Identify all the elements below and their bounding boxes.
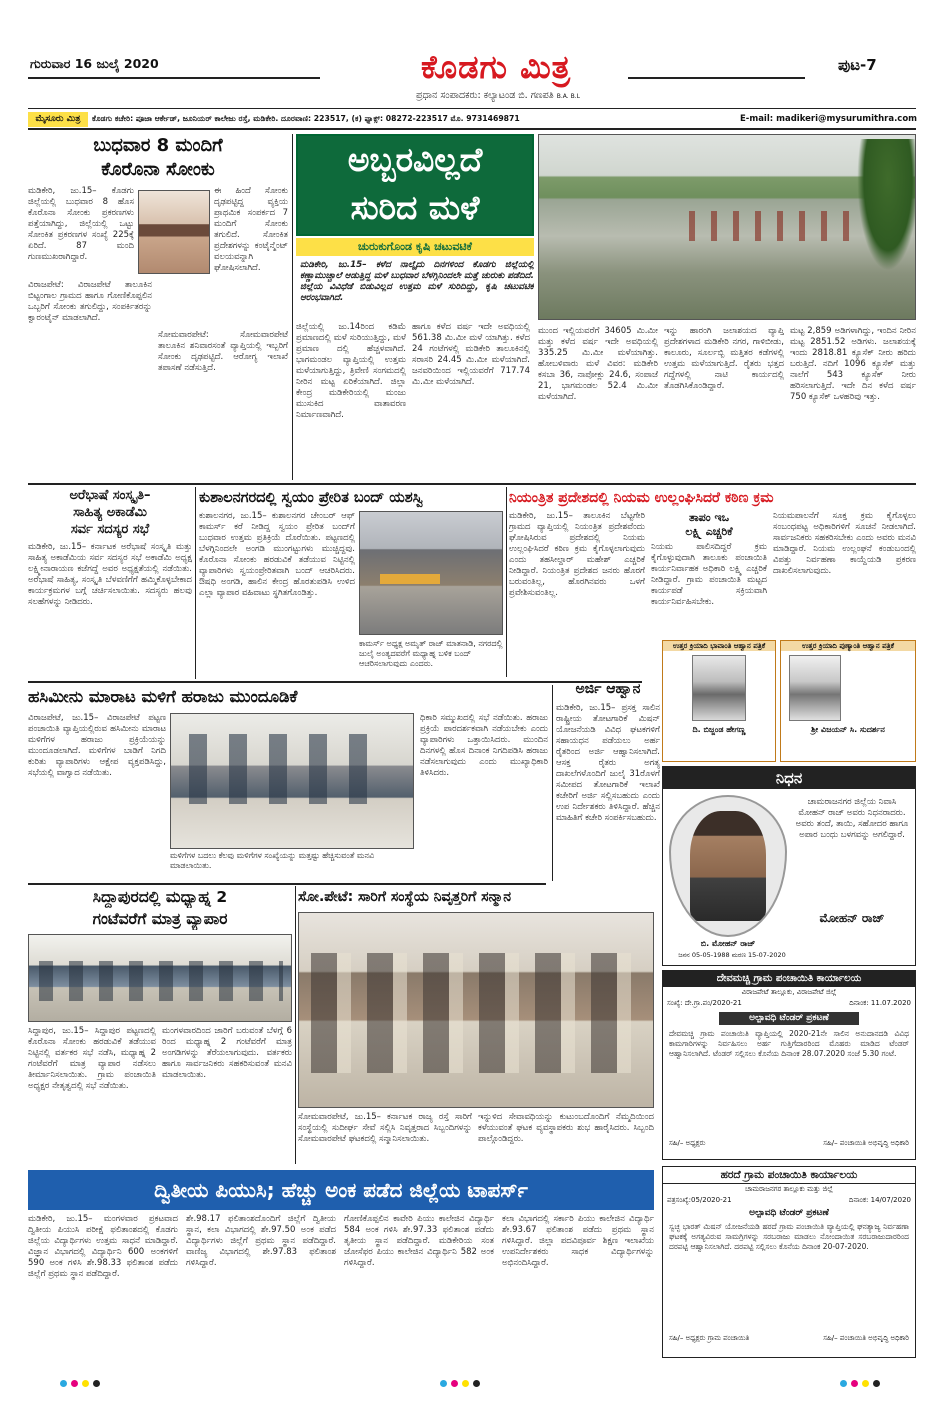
toppers-col-1: ಮಡಿಕೇರಿ, ಜು.15– ಮಂಗಳವಾರ ಪ್ರಕಟವಾದ ದ್ವಿತೀಯ ಪಿಯುಸಿ ಪರೀಕ್ಷೆ ಫಲಿತಾಂಶದಲ್ಲಿ ಕೊಡಗು ಜಿಲ್ಲೆಯ ವಿದ್ಯಾರ್ಥಿಗಳು ಉತ್ತಮ ಸಾಧನೆ ಮಾಡಿದ್ದಾರೆ. ವಿಜ್ಞಾನ ವಿಭಾಗದಲ್ಲಿ ವಿದ್ಯಾರ್ಥಿನಿ 600 ಅಂಕಗಳಿಗೆ 590 ಅಂಕ ಗಳಿಸಿ ಶೇ.98.33 ಫಲಿತಾಂಶ ಪಡೆದು ಜಿಲ್ಲೆಗೆ ಪ್ರಥಮ ಸ್ಥಾನ ಪಡೆದಿದ್ದಾರೆ. <box>28 1214 178 1279</box>
siddapura-body-1: ಸಿದ್ದಾಪುರ, ಜು.15– ಸಿದ್ದಾಪುರ ಪಟ್ಟಣದಲ್ಲಿ ಕೊರೊನಾ ಸೋಂಕು ಹರಡುವಿಕೆ ತಡೆಯುವ ನಿಟ್ಟಿನಲ್ಲಿ ವರ್ತಕರ ಸಭೆ ನಡೆಸಿ, ಮಧ್ಯಾಹ್ನ 2 ಗಂಟೆವರೆಗೆ ಮಾತ್ರ ವ್ಯಾಪಾರ ನಡೆಸಲು ತೀರ್ಮಾನಿಸಲಾಯಿತು. ಗ್ರಾಮ ಪಂಚಾಯಿತಿ ಅಧ್ಯಕ್ಷರ ನೇತೃತ್ವದಲ್ಲಿ ಸಭೆ ನಡೆಯಿತು. <box>28 1026 156 1091</box>
tribute-left-name: ದಿ. ಬಿಜ್ಜಂಡ ಹೇಗಣ್ಣ <box>692 725 746 734</box>
tribute-ad-right <box>780 640 916 762</box>
toppers-col-3: ಗೋಣಿಕೊಪ್ಪಲಿನ ಕಾವೇರಿ ಪಿಯು ಕಾಲೇಜಿನ ವಿದ್ಯಾರ್ಥಿ 584 ಅಂಕ ಗಳಿಸಿ ಶೇ.97.33 ಫಲಿತಾಂಶ ಪಡೆದು ತೃತೀಯ ಸ್ಥಾನ ಪಡೆದಿದ್ದಾರೆ. ಮಡಿಕೇರಿಯ ಸಂತ ಜೋಸೆಫರ ಪಿಯು ಕಾಲೇಜಿನ ವಿದ್ಯಾರ್ಥಿನಿ 582 ಅಂಕ ಗಳಿಸಿದ್ದಾರೆ. <box>344 1214 494 1268</box>
bandh-headline: ಕುಶಾಲನಗರದಲ್ಲಿ ಸ್ವಯಂ ಪ್ರೇರಿತ ಬಂದ್ ಯಶಸ್ವಿ <box>199 490 424 506</box>
issue-date: ಗುರುವಾರ 16 ಜುಲೈ 2020 <box>30 56 159 71</box>
obituary-headline: ನಿಧನ <box>663 767 915 789</box>
tender1-sign-left: ಸಹಿ/– ಅಧ್ಯಕ್ಷರು <box>669 1139 706 1147</box>
print-dot <box>473 1380 480 1387</box>
reporter-photo <box>138 190 210 274</box>
brand-box: ಮೈಸೂರು ಮಿತ್ರ <box>28 112 88 127</box>
toppers-story <box>28 1214 654 1354</box>
tender2-sub: ಚಾಮರಾಜನಗರ ತಾಲ್ಲೂಕು ಮತ್ತು ಜಿಲ್ಲೆ <box>745 1185 833 1193</box>
tender1-date: ದಿನಾಂಕ: 11.07.2020 <box>849 999 911 1007</box>
editor-name: ಪ್ರಧಾನ ಸಂಪಾದಕರು: ಕಲ್ಯಾಟಂಡ ಬಿ. ಗಣಪತಿ <box>416 90 554 101</box>
akademi-headline-1: ಅರೆಭಾಷೆ ಸಂಸ್ಕೃತಿ– <box>69 488 151 503</box>
obituary-photo <box>690 811 766 921</box>
rain-col-5: ಇನ್ನು ಹಾರಂಗಿ ಜಲಾಶಯದ ವ್ಯಾಪ್ತಿ ಪ್ರದೇಶಗಳಾದ ಮಡಿಕೇರಿ ನಗರ, ಗಾಳಿಬೀಡು, ಕಾಲೂರು, ಸೂರ್ಲಬ್ಬಿ ಮತ್ತಿತರ ಕಡೆಗಳಲ್ಲಿ ಉತ್ತಮ ಮಳೆಯಾಗುತ್ತಿದೆ. ರೈತರು ಭತ್ತದ ಗದ್ದೆಗಳಲ್ಲಿ ನಾಟಿ ಕಾರ್ಯದಲ್ಲಿ ತೊಡಗಿಸಿಕೊಂಡಿದ್ದಾರೆ. <box>664 326 784 391</box>
print-dot <box>451 1380 458 1387</box>
rain-story <box>296 134 916 480</box>
masthead <box>28 50 916 108</box>
bandh-body: ಕುಶಾಲನಗರ, ಜು.15– ಕುಶಾಲನಗರ ಚೇಂಬರ್ ಆಫ್ ಕಾಮರ್ಸ್ ಕರೆ ನೀಡಿದ್ದ ಸ್ವಯಂ ಪ್ರೇರಿತ ಬಂದ್‌ಗೆ ಬುಧವಾರ ಉತ್ತಮ ಪ್ರತಿಕ್ರಿಯೆ ದೊರೆಯಿತು. ಪಟ್ಟಣದಲ್ಲಿ ಬೆಳಗ್ಗಿನಿಂದಲೇ ಅಂಗಡಿ ಮುಂಗಟ್ಟುಗಳು ಮುಚ್ಚಿದ್ದವು. ಕೊರೊನಾ ಸೋಂಕು ಹರಡುವಿಕೆ ತಡೆಯುವ ನಿಟ್ಟಿನಲ್ಲಿ ವ್ಯಾಪಾರಿಗಳು ಸ್ವಯಂಪ್ರೇರಿತವಾಗಿ ಬಂದ್ ಆಚರಿಸಿದರು. ಔಷಧಿ ಅಂಗಡಿ, ಹಾಲಿನ ಕೇಂದ್ರ ಹೊರತುಪಡಿಸಿ ಉಳಿದ ಎಲ್ಲಾ ವ್ಯಾಪಾರ ವಹಿವಾಟು ಸ್ಥಗಿತಗೊಂಡಿತ್ತು. <box>199 511 355 598</box>
tree-shape <box>857 139 916 271</box>
print-dot <box>851 1380 858 1387</box>
shop-sign <box>380 574 440 584</box>
paddy-field-photo <box>538 134 916 320</box>
toppers-col-2: ಶೇ.98.17 ಫಲಿತಾಂಶದೊಂದಿಗೆ ಜಿಲ್ಲೆಗೆ ದ್ವಿತೀಯ ಸ್ಥಾನ, ಕಲಾ ವಿಭಾಗದಲ್ಲಿ ಶೇ.97.50 ಅಂಕ ಪಡೆದ ವಿದ್ಯಾರ್ಥಿಗಳು ಜಿಲ್ಲೆಗೆ ಪ್ರಥಮ ಸ್ಥಾನ ಪಡೆದಿದ್ದಾರೆ. ವಾಣಿಜ್ಯ ವಿಭಾಗದಲ್ಲಿ ಶೇ.97.83 ಫಲಿತಾಂಶ ಗಳಿಸಿದ್ದಾರೆ. <box>186 1214 336 1268</box>
containment-body-2: ನಿಯಮಪಾಲನೆಗೆ ಸೂಕ್ತ ಕ್ರಮ ಕೈಗೊಳ್ಳಲು ಸಂಬಂಧಪಟ್ಟ ಅಧಿಕಾರಿಗಳಿಗೆ ಸೂಚನೆ ನೀಡಲಾಗಿದೆ. ಸಾರ್ವಜನಿಕರು ಸಹಕರಿಸಬೇಕು ಎಂದು ಅವರು ಮನವಿ ಮಾಡಿದ್ದಾರೆ. ನಿಯಮ ಉಲ್ಲಂಘನೆ ಕಂಡುಬಂದಲ್ಲಿ ವಿಪತ್ತು ನಿರ್ವಹಣಾ ಕಾಯ್ದೆಯಡಿ ಪ್ರಕರಣ ದಾಖಲಿಸಲಾಗುವುದು. <box>773 511 916 576</box>
corona-body-4: ಸೋಮವಾರಪೇಟೆ: ಸೋಮವಾರಪೇಟೆ ತಾಲೂಕಿನ ಶನಿವಾರಸಂತೆ ವ್ಯಾಪ್ತಿಯಲ್ಲಿ ಇಬ್ಬರಿಗೆ ಸೋಂಕು ದೃಢಪಟ್ಟಿದೆ. ಆರೋಗ್ಯ ಇಲಾಖೆ ತಪಾಸಣೆ ನಡೆಸುತ್ತಿದೆ. <box>158 330 288 373</box>
tender2-sign-right: ಸಹಿ/– ಪಂಚಾಯಿತಿ ಅಭಿವೃದ್ಧಿ ಅಧಿಕಾರಿ <box>823 1334 909 1342</box>
page-number: ಪುಟ-7 <box>838 56 877 74</box>
obituary-dates: ಜನನ 05-05-1988 ಮರಣ 15-07-2020 <box>678 951 786 959</box>
tender2-body: ಸ್ವಚ್ಛ ಭಾರತ್ ಮಿಷನ್ ಯೋಜನೆಯಡಿ ಹರದೆ ಗ್ರಾಮ ಪಂಚಾಯಿತಿ ವ್ಯಾಪ್ತಿಯಲ್ಲಿ ಘನತ್ಯಾಜ್ಯ ನಿರ್ವಹಣಾ ಘಟಕಕ್ಕೆ ಅಗತ್ಯವಿರುವ ಸಾಮಗ್ರಿಗಳನ್ನು ಸರಬರಾಜು ಮಾಡಲು ನೋಂದಾಯಿತ ಸರಬರಾಜುದಾರರಿಂದ ದರಪಟ್ಟಿ ಆಹ್ವಾನಿಸಲಾಗಿದೆ. ದರಪಟ್ಟಿ ಸಲ್ಲಿಸಲು ಕೊನೆಯ ದಿನಾಂಕ 20-07-2020. <box>669 1222 909 1251</box>
print-dots-left <box>60 1380 100 1387</box>
siddapura-body-2: ಮಂಗಳವಾರದಿಂದ ಜಾರಿಗೆ ಬರುವಂತೆ ಬೆಳಗ್ಗೆ 6 ರಿಂದ ಮಧ್ಯಾಹ್ನ 2 ಗಂಟೆವರೆಗೆ ಮಾತ್ರ ಅಂಗಡಿಗಳನ್ನು ತೆರೆಯಲಾಗುವುದು. ವರ್ತಕರು ಹಾಗೂ ಸಾರ್ವಜನಿಕರು ಸಹಕರಿಸುವಂತೆ ಮನವಿ ಮಾಡಲಾಯಿತು. <box>162 1026 292 1080</box>
farm-workers <box>689 211 859 241</box>
fish-market-headline: ಹಸಿಮೀನು ಮಾರಾಟ ಮಳಿಗೆ ಹರಾಜು ಮುಂದೂಡಿಕೆ <box>28 687 298 706</box>
tender2-office: ಹರದೆ ಗ್ರಾಮ ಪಂಚಾಯಿತಿ ಕಾರ್ಯಾಲಯ <box>663 1167 915 1184</box>
newspaper-title: ಕೊಡಗು ಮಿತ್ರ <box>420 48 571 86</box>
tender1-ref: ಸಂಖ್ಯೆ: ದೇ.ಗ್ರಾ.ಪಂ/2020-21 <box>667 999 742 1007</box>
lakshmi-headline-2: ಲಕ್ಷ್ಮಿ ಎಚ್ಚರಿಕೆ <box>685 525 733 538</box>
tender-notice-2 <box>662 1166 916 1358</box>
honourees-group <box>311 953 641 1073</box>
corona-headline-1: ಬುಧವಾರ 8 ಮಂದಿಗೆ <box>93 135 223 156</box>
rain-headline-2: ಸುರಿದ ಮಳೆ <box>350 188 480 227</box>
containment-body-1: ಮಡಿಕೇರಿ, ಜು.15– ತಾಲೂಕಿನ ಬೆಟ್ಟಗೇರಿ ಗ್ರಾಮದ ವ್ಯಾಪ್ತಿಯಲ್ಲಿ ನಿಯಂತ್ರಿತ ಪ್ರದೇಶವೆಂದು ಘೋಷಿಸಿರುವ ಪ್ರದೇಶದಲ್ಲಿ ನಿಯಮ ಉಲ್ಲಂಘಿಸಿದರೆ ಕಠಿಣ ಕ್ರಮ ಕೈಗೊಳ್ಳಲಾಗುವುದು ಎಂದು ತಹಸೀಲ್ದಾರ್ ಮಹೇಶ್ ಎಚ್ಚರಿಕೆ ನೀಡಿದ್ದಾರೆ. ನಿಯಂತ್ರಿತ ಪ್ರದೇಶದ ಜನರು ಹೊರಗೆ ಬರುವಂತಿಲ್ಲ, ಹೊರಗಿನವರು ಒಳಗೆ ಪ್ರವೇಶಿಸುವಂತಿಲ್ಲ. <box>509 511 645 598</box>
siddapura-headline-2: ಗಂಟೆವರೆಗೆ ಮಾತ್ರ ವ್ಯಾಪಾರ <box>92 910 228 928</box>
rain-headline-block <box>296 134 534 236</box>
akademi-body: ಮಡಿಕೇರಿ, ಜು.15– ಕರ್ನಾಟಕ ಅರೆಭಾಷೆ ಸಂಸ್ಕೃತಿ ಮತ್ತು ಸಾಹಿತ್ಯ ಅಕಾಡೆಮಿಯ ಸರ್ವ ಸದಸ್ಯರ ಸಭೆ ಅಕಾಡೆಮಿ ಅಧ್ಯಕ್ಷ ಲಕ್ಷ್ಮೀನಾರಾಯಣ ಕಜೆಗದ್ದೆ ಅವರ ಅಧ್ಯಕ್ಷತೆಯಲ್ಲಿ ನಡೆಯಿತು. ಅರೆಭಾಷೆ ಸಾಹಿತ್ಯ, ಸಂಸ್ಕೃತಿ ಬೆಳವಣಿಗೆಗೆ ಹಮ್ಮಿಕೊಳ್ಳಬೇಕಾದ ಕಾರ್ಯಕ್ರಮಗಳ ಬಗ್ಗೆ ಚರ್ಚಿಸಲಾಯಿತು. ಸದಸ್ಯರು ಹಲವು ಸಲಹೆಗಳನ್ನು ನೀಡಿದರು. <box>28 542 192 607</box>
meeting-photo <box>170 713 414 849</box>
honour-headline: ಸೋ.ಪೇಟೆ: ಸಾರಿಗೆ ಸಂಸ್ಥೆಯ ನಿವೃತ್ತರಿಗೆ ಸನ್ಮಾನ <box>298 889 512 905</box>
obituary-photo-label: ಬಿ. ಮೋಹನ್ ರಾಜ್ <box>700 939 756 948</box>
tender1-title: ಅಲ್ಪಾವಧಿ ಟೆಂಡರ್ ಪ್ರಕಟಣೆ <box>719 1012 859 1025</box>
editor-line <box>318 90 678 101</box>
tribute-left-photo <box>692 655 746 721</box>
tender1-office: ದೇವಮಚ್ಚಿ ಗ್ರಾಮ ಪಂಚಾಯಿತಿ ಕಾರ್ಯಾಲಯ <box>663 971 915 987</box>
people-in-meeting <box>189 734 389 804</box>
felicitation-photo <box>298 912 654 1108</box>
toppers-banner: ದ್ವಿತೀಯ ಪಿಯುಸಿ; ಹೆಚ್ಚು ಅಂಕ ಪಡೆದ ಜಿಲ್ಲೆಯ ಟಾಪರ್ಸ್ <box>28 1170 654 1210</box>
obituary-box <box>662 766 916 966</box>
tender-notice-1 <box>662 970 916 1160</box>
siddapura-story <box>28 886 292 1164</box>
tender2-date: ದಿನಾಂಕ: 14/07/2020 <box>848 1196 911 1204</box>
closed-shops-photo <box>359 511 503 635</box>
tender2-sign-left: ಸಹಿ/– ಅಧ್ಯಕ್ಷರು ಗ್ರಾಮ ಪಂಚಾಯಿತಿ <box>669 1334 750 1342</box>
tender2-title: ಅಲ್ಪಾವಧಿ ಟೆಂಡರ್ ಪ್ರಕಟಣೆ <box>749 1208 829 1218</box>
print-dots-right <box>840 1380 880 1387</box>
obituary-body: ಚಾಮರಾಜನಗರ ಜಿಲ್ಲೆಯ ನಿವಾಸಿ ಮೋಹನ್ ರಾಜ್ ಅವರು ನಿಧನರಾದರು. ಅವರು ತಂದೆ, ತಾಯಿ, ಸಹೋದರ ಹಾಗೂ ಅಪಾರ ಬಂಧು ಬಳಗವನ್ನು ಅಗಲಿದ್ದಾರೆ. <box>795 797 909 840</box>
akademi-story <box>28 487 192 679</box>
lakshmi-body: ನಿಯಮ ಪಾಲಿಸದಿದ್ದರೆ ಕ್ರಮ ಕೈಗೊಳ್ಳುವುದಾಗಿ ತಾಲೂಕು ಪಂಚಾಯಿತಿ ಕಾರ್ಯನಿರ್ವಾಹಕ ಅಧಿಕಾರಿ ಲಕ್ಷ್ಮಿ ಎಚ್ಚರಿಕೆ ನೀಡಿದ್ದಾರೆ. ಗ್ರಾಮ ಪಂಚಾಯಿತಿ ಮಟ್ಟದ ಕಾರ್ಯಪಡೆ ಸಕ್ರಿಯವಾಗಿ ಕಾರ್ಯನಿರ್ವಹಿಸಬೇಕು. <box>651 542 767 607</box>
print-dot <box>93 1380 100 1387</box>
toppers-col-4: ಕಲಾ ವಿಭಾಗದಲ್ಲಿ ಸರ್ಕಾರಿ ಪಿಯು ಕಾಲೇಜಿನ ವಿದ್ಯಾರ್ಥಿ ಶೇ.93.67 ಫಲಿತಾಂಶ ಪಡೆದು ಪ್ರಥಮ ಸ್ಥಾನ ಗಳಿಸಿದ್ದಾರೆ. ಜಿಲ್ಲಾ ಪದವಿಪೂರ್ವ ಶಿಕ್ಷಣ ಇಲಾಖೆಯ ಉಪನಿರ್ದೇಶಕರು ಸಾಧಕ ವಿದ್ಯಾರ್ಥಿಗಳನ್ನು ಅಭಿನಂದಿಸಿದ್ದಾರೆ. <box>502 1214 654 1268</box>
rain-col-4: ಮುಂದ ಇಲ್ಲಿಯವರೆಗೆ 34605 ಮಿ.ಮೀ ಮತ್ತು ಕಳೆದ ವರ್ಷ ಇದೇ ಅವಧಿಯಲ್ಲಿ 335.25 ಮಿ.ಮೀ ಮಳೆಯಾಗಿತ್ತು. ಹೋಬಳಿವಾರು ಮಳೆ ವಿವರ: ಮಡಿಕೇರಿ ಕಸಬಾ 36, ನಾಪೋಕ್ಲು 24.6, ಸಂಪಾಜೆ 21, ಭಾಗಮಂಡಲ 52.4 ಮಿ.ಮೀ ಮಳೆಯಾಗಿದೆ. <box>538 326 658 402</box>
email-address: E-mail: madikeri@mysurumithra.com <box>740 114 918 124</box>
print-dot <box>462 1380 469 1387</box>
print-dot <box>862 1380 869 1387</box>
arji-headline: ಅರ್ಜಿ ಆಹ್ವಾನ <box>575 681 641 697</box>
address-strip <box>28 110 916 130</box>
rain-col-6: ಮಟ್ಟ 2,859 ಅಡಿಗಳಾಗಿದ್ದು, ಇಂದಿನ ನೀರಿನ ಮಟ್ಟ 2851.52 ಅಡಿಗಳು. ಜಲಾಶಯಕ್ಕೆ ಇಂದು 2818.81 ಕ್ಯೂಸೆಕ್ ನೀರು ಹರಿದು ಬರುತ್ತಿದೆ. ನದಿಗೆ 1096 ಕ್ಯೂಸೆಕ್ ಮತ್ತು ನಾಲೆಗೆ 543 ಕ್ಯೂಸೆಕ್ ನೀರು ಹರಿಸಲಾಗುತ್ತಿದೆ. ಇದೇ ದಿನ ಕಳೆದ ವರ್ಷ 750 ಕ್ಯೂಸೆಕ್ ಒಳಹರಿವು ಇತ್ತು. <box>790 326 916 402</box>
bandh-caption: ಕಾಮರ್ಸ್ ಅಧ್ಯಕ್ಷ ಅಮೃತ್ ರಾಜ್ ಮಾತನಾಡಿ, ನಗರದಲ್ಲಿ ಜುಲೈ ಅಂತ್ಯದವರೆಗೆ ಮಧ್ಯಾಹ್ನ ಬಳಿಕ ಬಂದ್ ಆಚರಿಸಲಾಗುವುದು ಎಂದರು. <box>359 639 503 668</box>
arji-body: ಮಡಿಕೇರಿ, ಜು.15– ಪ್ರಸಕ್ತ ಸಾಲಿನ ರಾಷ್ಟ್ರೀಯ ತೋಟಗಾರಿಕೆ ಮಿಷನ್ ಯೋಜನೆಯಡಿ ವಿವಿಧ ಘಟಕಗಳಿಗೆ ಸಹಾಯಧನ ಪಡೆಯಲು ಅರ್ಹ ರೈತರಿಂದ ಅರ್ಜಿ ಆಹ್ವಾನಿಸಲಾಗಿದೆ. ಆಸಕ್ತ ರೈತರು ಅಗತ್ಯ ದಾಖಲೆಗಳೊಂದಿಗೆ ಜುಲೈ 31ರೊಳಗೆ ಸಮೀಪದ ತೋಟಗಾರಿಕೆ ಇಲಾಖೆ ಕಚೇರಿಗೆ ಅರ್ಜಿ ಸಲ್ಲಿಸಬಹುದು ಎಂದು ಉಪ ನಿರ್ದೇಶಕರು ತಿಳಿಸಿದ್ದಾರೆ. ಹೆಚ್ಚಿನ ಮಾಹಿತಿಗೆ ಕಚೇರಿ ಸಂಪರ್ಕಿಸಬಹುದು. <box>556 703 660 823</box>
lakshmi-headline-1: ತಾಪಂ ಇಒ <box>688 511 729 524</box>
bandh-story <box>199 487 503 679</box>
corona-body-2: ಈ ಹಿಂದೆ ಸೋಂಕು ದೃಢಪಟ್ಟಿದ್ದ ವ್ಯಕ್ತಿಯ ಪ್ರಾಥಮಿಕ ಸಂಪರ್ಕದ 7 ಮಂದಿಗೆ ಸೋಂಕು ತಗುಲಿದೆ. ಸೋಂಕಿತ ಪ್ರದೇಶಗಳನ್ನು ಕಂಟೈನ್ಮೆಂಟ್ ವಲಯವನ್ನಾಗಿ ಘೋಷಿಸಲಾಗಿದೆ. <box>214 186 288 273</box>
print-dot <box>840 1380 847 1387</box>
akademi-headline-2: ಸಾಹಿತ್ಯ ಅಕಾಡೆಮಿ <box>73 505 147 520</box>
obituary-name: ಮೋಹನ್ ರಾಜ್ <box>819 911 885 925</box>
fish-market-body-1: ವಿರಾಜಪೇಟೆ, ಜು.15– ವಿರಾಜಪೇಟೆ ಪಟ್ಟಣ ಪಂಚಾಯಿತಿ ವ್ಯಾಪ್ತಿಯಲ್ಲಿರುವ ಹಸಿಮೀನು ಮಾರಾಟ ಮಳಿಗೆಗಳ ಹರಾಜು ಪ್ರಕ್ರಿಯೆಯನ್ನು ಮುಂದೂಡಲಾಗಿದೆ. ಮಳಿಗೆಗಳ ಬಾಡಿಗೆ ನಿಗದಿ ಕುರಿತು ವ್ಯಾಪಾರಿಗಳು ಆಕ್ಷೇಪ ವ್ಯಕ್ತಪಡಿಸಿದ್ದು, ಸಭೆಯಲ್ಲಿ ವಾಗ್ವಾದ ನಡೆಯಿತು. <box>28 713 166 778</box>
office-address: ಕೊಡಗು ಕಚೇರಿ: ಪೂಜಾ ಆರ್ಕೇಡ್, ಜೂನಿಯರ್ ಕಾಲೇಜು ರಸ್ತೆ, ಮಡಿಕೇರಿ. ದೂರವಾಣಿ: 223517, (ಕ) ಫ್ಯಾಕ್ಸ್: 08272-223517 ಮೊ. 9731469871 <box>92 114 520 123</box>
fish-market-story <box>28 685 548 881</box>
honour-body-2: ಇನ್ನುಳಿದ ಸೇವಾವಧಿಯನ್ನು ಕುಟುಂಬದೊಂದಿಗೆ ನೆಮ್ಮದಿಯಿಂದ ಕಳೆಯುವಂತೆ ಘಟಕ ವ್ಯವಸ್ಥಾಪಕರು ಶುಭ ಹಾರೈಸಿದರು. ಸಿಬ್ಬಂದಿ ಪಾಲ್ಗೊಂಡಿದ್ದರು. <box>478 1112 654 1144</box>
print-dot <box>60 1380 67 1387</box>
rain-col-2: ಹಾಗೂ ಕಳೆದ ವರ್ಷ ಇದೇ ಅವಧಿಯಲ್ಲಿ 561.38 ಮಿ.ಮೀ ಮಳೆ ಯಾಗಿತ್ತು. ಕಳೆದ 24 ಗಂಟೆಗಳಲ್ಲಿ ಮಡಿಕೇರಿ ತಾಲೂಕಿನಲ್ಲಿ ಸರಾಸರಿ 24.45 ಮಿ.ಮೀ ಮಳೆಯಾಗಿದೆ. ಜನವರಿಯಿಂದ ಇಲ್ಲಿಯವರೆಗೆ 717.74 ಮಿ.ಮೀ ಮಳೆಯಾಗಿದೆ. <box>412 322 530 387</box>
siddapura-headline-1: ಸಿದ್ದಾಪುರದಲ್ಲಿ ಮಧ್ಯಾಹ್ನ 2 <box>92 888 228 906</box>
tribute-left-head: ಉತ್ತರ ಕ್ರಿಯಾದಿ ಭಾವಾಂತಿ ಆಹ್ವಾನ ಪತ್ರಿಕೆ <box>663 641 775 651</box>
tender1-sign-right: ಸಹಿ/– ಪಂಚಾಯಿತಿ ಅಭಿವೃದ್ಧಿ ಅಧಿಕಾರಿ <box>823 1139 909 1147</box>
honour-story <box>298 886 654 1164</box>
rain-lead: ಮಡಿಕೇರಿ, ಜು.15– ಕಳೆದ ನಾಲ್ಕೈದು ದಿನಗಳಿಂದ ಕೊಡಗು ಜಿಲ್ಲೆಯಲ್ಲಿ ಕಣ್ಣಾಮುಚ್ಚಾಲೆ ಆಡುತ್ತಿದ್ದ ಮಳೆ ಬುಧವಾರ ಬೆಳಗ್ಗಿನಿಂದಲೇ ಮತ್ತೆ ಚುರುಕು ಪಡೆದಿದೆ. ಜಿಲ್ಲೆಯ ವಿವಿಧೆಡೆ ಬಿಡುವಿಲ್ಲದ ಉತ್ತಮ ಮಳೆ ಸುರಿದಿದ್ದು, ಕೃಷಿ ಚಟುವಟಿಕೆ ಆರಂಭವಾಗಿದೆ. <box>300 260 534 303</box>
akademi-headline-3: ಸರ್ವ ಸದಸ್ಯರ ಸಭೆ <box>70 522 150 537</box>
corona-headline-2: ಕೊರೊನಾ ಸೋಂಕು <box>101 159 215 180</box>
print-dot <box>71 1380 78 1387</box>
corona-body-1: ಮಡಿಕೇರಿ, ಜು.15– ಕೊಡಗು ಜಿಲ್ಲೆಯಲ್ಲಿ ಬುಧವಾರ 8 ಹೊಸ ಕೊರೊನಾ ಸೋಂಕು ಪ್ರಕರಣಗಳು ಪತ್ತೆಯಾಗಿದ್ದು, ಜಿಲ್ಲೆಯಲ್ಲಿ ಒಟ್ಟು ಸೋಂಕಿತ ಪ್ರಕರಣಗಳ ಸಂಖ್ಯೆ 225ಕ್ಕೆ ಏರಿದೆ. 87 ಮಂದಿ ಗುಣಮುಖರಾಗಿದ್ದಾರೆ. <box>28 186 134 262</box>
fish-market-caption: ಮಳಿಗೆಗಳ ಬದಲು ಕೆಲವು ಮಳಿಗೆಗಳ ಸಂಖ್ಯೆಯನ್ನು ಮತ್ತಷ್ಟು ಹೆಚ್ಚಿಸುವಂತೆ ಮನವಿ ಮಾಡಲಾಯಿತು. <box>170 851 375 870</box>
tribute-ad-left <box>662 640 776 762</box>
print-dot <box>873 1380 880 1387</box>
rain-headline-1: ಅಬ್ಬರವಿಲ್ಲದೆ <box>347 140 483 179</box>
tribute-right-name: ಶ್ರೀ ವಿಜಯನ್ ಸಿ. ಸುದರ್ಶನ <box>811 725 885 734</box>
seated-people <box>39 961 283 1001</box>
honour-body-1: ಸೋಮವಾರಪೇಟೆ, ಜು.15– ಕರ್ನಾಟಕ ರಾಜ್ಯ ರಸ್ತೆ ಸಾರಿಗೆ ಸಂಸ್ಥೆಯಲ್ಲಿ ಸುದೀರ್ಘ ಸೇವೆ ಸಲ್ಲಿಸಿ ನಿವೃತ್ತರಾದ ಸಿಬ್ಬಂದಿಗಳನ್ನು ಸೋಮವಾರಪೇಟೆ ಘಟಕದಲ್ಲಿ ಸನ್ಮಾನಿಸಲಾಯಿತು. <box>298 1112 472 1144</box>
rain-col-1: ಜಿಲ್ಲೆಯಲ್ಲಿ ಜು.14ರಿಂದ ಕಡಿಮೆ ಪ್ರಮಾಣದಲ್ಲಿ ಮಳೆ ಸುರಿಯುತ್ತಿದ್ದು, ಮಳೆ ಪ್ರಮಾಣ ದಲ್ಲಿ ಹೆಚ್ಚಳವಾಗಿದೆ. ಭಾಗಮಂಡಲ ವ್ಯಾಪ್ತಿಯಲ್ಲಿ ಉತ್ತಮ ಮಳೆಯಾಗುತ್ತಿದ್ದು, ತ್ರಿವೇಣಿ ಸಂಗಮದಲ್ಲಿ ನೀರಿನ ಮಟ್ಟ ಏರಿಕೆಯಾಗಿದೆ. ಜಿಲ್ಲಾ ಕೇಂದ್ರ ಮಡಿಕೇರಿಯಲ್ಲಿ ಮಂಜು ಮುಸುಕಿದ ವಾತಾವರಣ ನಿರ್ಮಾಣವಾಗಿದೆ. <box>296 322 406 420</box>
tender1-body: ದೇವಮಚ್ಚಿ ಗ್ರಾಮ ಪಂಚಾಯಿತಿ ವ್ಯಾಪ್ತಿಯಲ್ಲಿ 2020-21ನೇ ಸಾಲಿನ ಅನುದಾನದಡಿ ವಿವಿಧ ಕಾಮಗಾರಿಗಳನ್ನು ನಿರ್ವಹಿಸಲು ಅರ್ಹ ಗುತ್ತಿಗೆದಾರರಿಂದ ಮೊಹರು ಮಾಡಿದ ಟೆಂಡರ್ ಆಹ್ವಾನಿಸಲಾಗಿದೆ. ಟೆಂಡರ್ ಸಲ್ಲಿಸಲು ಕೊನೆಯ ದಿನಾಂಕ 28.07.2020 ಸಂಜೆ 5.30 ಗಂಟೆ. <box>669 1029 909 1058</box>
containment-headline: ನಿಯಂತ್ರಿತ ಪ್ರದೇಶದಲ್ಲಿ ನಿಯಮ ಉಲ್ಲಂಘಿಸಿದರೆ ಕಠಿಣ ಕ್ರಮ <box>509 490 774 506</box>
print-dot <box>440 1380 447 1387</box>
rain-subhead: ಚುರುಕುಗೊಂಡ ಕೃಷಿ ಚಟುವಟಿಕೆ <box>296 238 534 256</box>
corona-body-3: ವಿರಾಜಪೇಟೆ: ವಿರಾಜಪೇಟೆ ತಾಲೂಕಿನ ಬಿಟ್ಟಂಗಾಲ ಗ್ರಾಮದ ಹಾಗೂ ಗೋಣಿಕೊಪ್ಪಲಿನ ಒಬ್ಬರಿಗೆ ಸೋಂಕು ತಗುಲಿದ್ದು, ಸಂಪರ್ಕಿತರನ್ನು ಕ್ವಾರಂಟೈನ್ ಮಾಡಲಾಗಿದೆ. <box>28 280 152 323</box>
editor-degree: B.A. B.L <box>556 93 580 100</box>
tender1-sub: ವಿರಾಜಪೇಟೆ ತಾಲ್ಲೂಕು, ವಿರಾಜಪೇಟೆ ಜಿಲ್ಲೆ <box>741 988 837 996</box>
print-dot <box>82 1380 89 1387</box>
tribute-right-head: ಉತ್ತರ ಕ್ರಿಯಾದಿ ಪುಣ್ಯಾಂತಿ ಆಹ್ವಾನ ಪತ್ರಿಕೆ <box>781 641 915 651</box>
fish-market-body-2: ಧಿಕಾರಿ ಸಮ್ಮುಖದಲ್ಲಿ ಸಭೆ ನಡೆಯಿತು. ಹರಾಜು ಪ್ರಕ್ರಿಯೆ ಪಾರದರ್ಶಕವಾಗಿ ನಡೆಯಬೇಕು ಎಂದು ವ್ಯಾಪಾರಿಗಳು ಒತ್ತಾಯಿಸಿದರು. ಮುಂದಿನ ದಿನಗಳಲ್ಲಿ ಹೊಸ ದಿನಾಂಕ ನಿಗದಿಪಡಿಸಿ ಹರಾಜು ನಡೆಸಲಾಗುವುದು ಎಂದು ಮುಖ್ಯಾಧಿಕಾರಿ ತಿಳಿಸಿದರು. <box>420 713 548 778</box>
traders-meeting-photo <box>28 934 292 1022</box>
obituary-photo-frame <box>669 795 787 937</box>
print-dots-center <box>440 1380 480 1387</box>
corona-story <box>28 134 288 480</box>
tender2-ref: ಪತ್ರಸಂಖ್ಯೆ:05/2020-21 <box>667 1196 732 1204</box>
tribute-right-photo <box>789 655 841 721</box>
